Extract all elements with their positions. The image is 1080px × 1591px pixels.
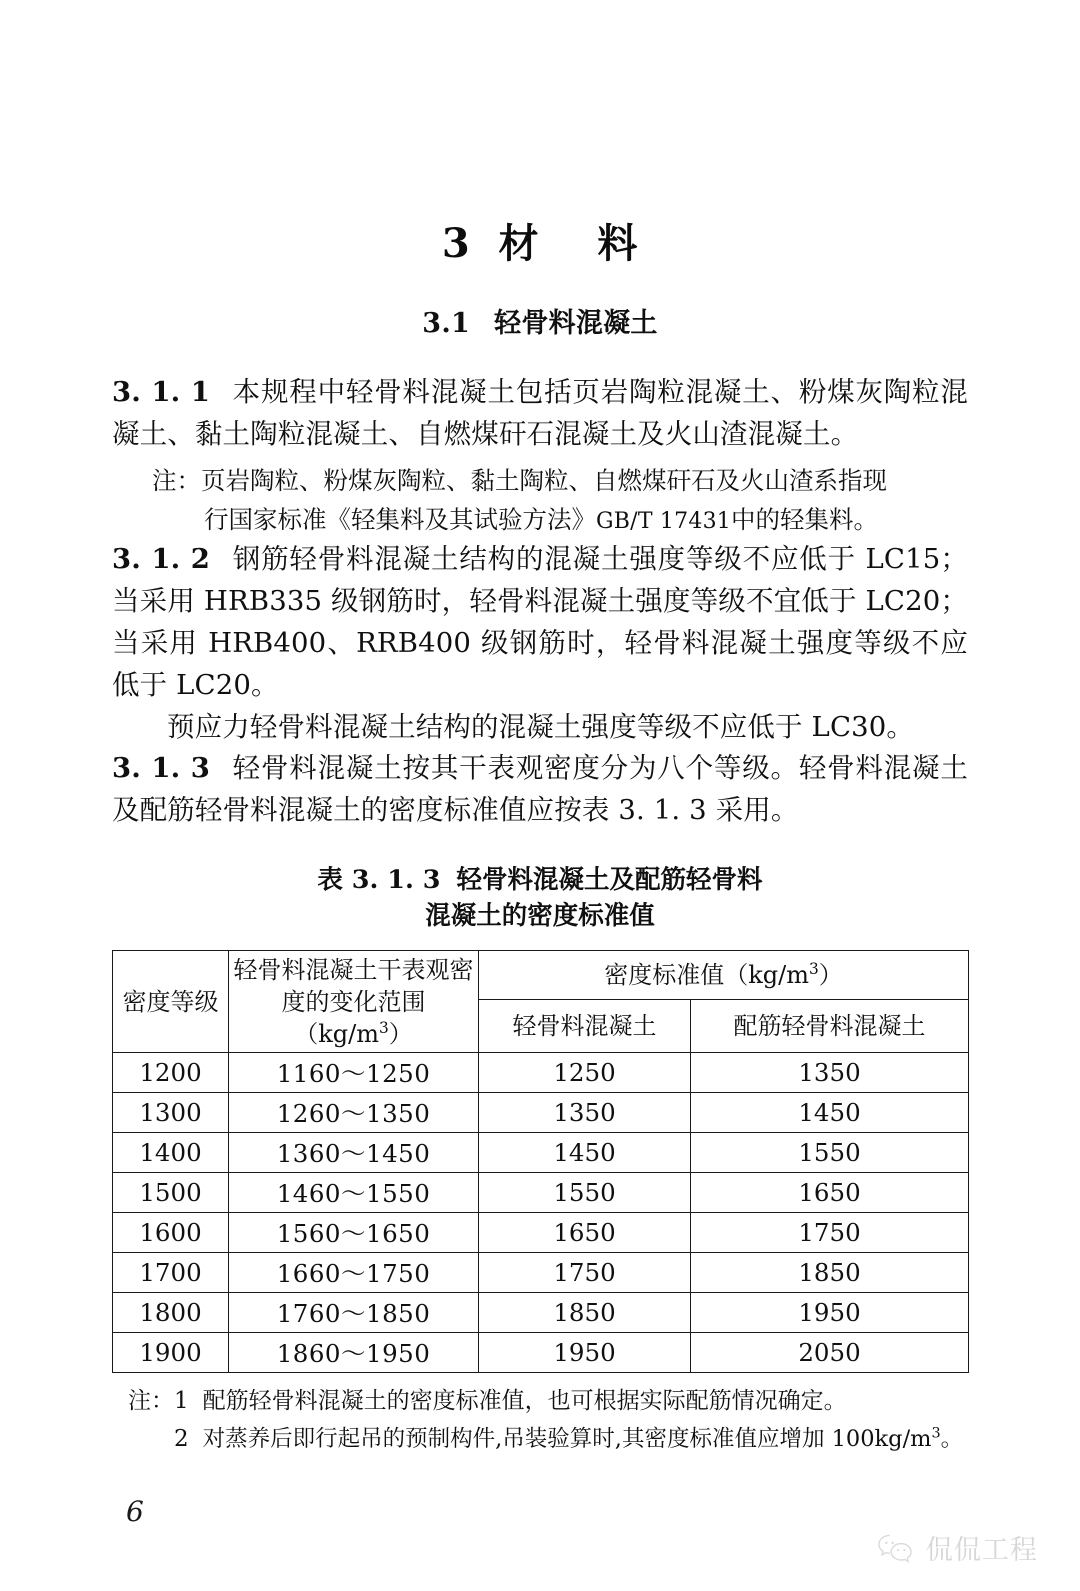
clause-3-1-1-number: 3. 1. 1 (112, 376, 211, 409)
cell-grade: 1600 (113, 1213, 229, 1253)
watermark (876, 1528, 1038, 1567)
table-row (113, 1093, 969, 1133)
clause-3-1-3 (112, 748, 968, 832)
header-standard-value-tail: ） (818, 961, 843, 990)
header-dry-apparent-density-range (229, 951, 479, 1053)
clause-3-1-2-number: 3. 1. 2 (112, 543, 211, 576)
cell-grade: 1500 (113, 1173, 229, 1213)
density-table-wrapper (0, 934, 1080, 1373)
cell-range: 1760～1850 (229, 1293, 479, 1333)
table-row (113, 1333, 969, 1373)
cell-lw: 1350 (479, 1093, 691, 1133)
cell-rlw: 2050 (691, 1333, 969, 1373)
table-row (113, 1213, 969, 1253)
cell-grade: 1400 (113, 1133, 229, 1173)
page-number: 6 (126, 1495, 144, 1528)
cell-grade: 1700 (113, 1253, 229, 1293)
wechat-icon (876, 1532, 916, 1564)
density-table (112, 950, 969, 1373)
header-standard-value-text: 密度标准值（kg/m (604, 961, 809, 990)
header-standard-unit-exponent: 3 (808, 960, 819, 979)
header-range-line-2-text: 度的变化范围（kg/m (281, 987, 426, 1048)
density-table-head (113, 951, 969, 1053)
table-row (113, 1173, 969, 1213)
footnote-2-text-after: 。 (940, 1425, 964, 1452)
cell-rlw: 1750 (691, 1213, 969, 1253)
table-caption-number: 表 3. 1. 3 (317, 865, 441, 896)
footnote-2-text-before: 对蒸养后即行起吊的预制构件,吊装验算时,其密度标准值应增加 100kg/m (202, 1425, 932, 1452)
note-line-2-after: 中的轻集料。 (731, 504, 879, 534)
cell-range: 1660～1750 (229, 1253, 479, 1293)
table-caption-line-2: 混凝土的密度标准值 (425, 901, 655, 932)
cell-lw: 1250 (479, 1053, 691, 1093)
table-row (113, 1253, 969, 1293)
header-range-unit-exponent: 3 (378, 1019, 389, 1037)
cell-rlw: 1850 (691, 1253, 969, 1293)
cell-rlw: 1650 (691, 1173, 969, 1213)
cell-rlw: 1350 (691, 1053, 969, 1093)
note-3-1-1-block (0, 456, 1080, 539)
chapter-char-2: 料 (597, 220, 639, 267)
clause-3-1-1-block (0, 340, 1080, 456)
footnote-2 (128, 1421, 968, 1458)
cell-grade: 1200 (113, 1053, 229, 1093)
cell-lw: 1650 (479, 1213, 691, 1253)
footnote-2-text (203, 1421, 968, 1457)
table-header-row-1 (113, 951, 969, 1000)
cell-lw: 1850 (479, 1293, 691, 1333)
header-reinforced-lightweight-concrete: 配筋轻骨料混凝土 (691, 1000, 969, 1053)
table-caption-line-1 (0, 862, 1080, 898)
table-footnotes (0, 1373, 1080, 1458)
header-range-line-1: 轻骨料混凝土干表观密 (233, 955, 474, 984)
clause-3-1-2-text: 钢筋轻骨料混凝土结构的混凝土强度等级不应低于 LC15；当采用 HRB335 级钢筋时，轻骨料混凝土强度等级不宜低于 LC20；当采用 HRB400、RRB400 级钢筋时，轻骨料混凝土强度等级不应低于 LC20。 (112, 543, 968, 701)
table-caption (0, 832, 1080, 934)
cell-lw: 1450 (479, 1133, 691, 1173)
cell-grade: 1900 (113, 1333, 229, 1373)
footnote-1 (128, 1383, 968, 1420)
section-title (0, 266, 1080, 340)
header-range-line-2 (229, 986, 478, 1050)
cell-range: 1360～1450 (229, 1133, 479, 1173)
table-row (113, 1293, 969, 1333)
clause-3-1-3-text: 轻骨料混凝土按其干表观密度分为八个等级。轻骨料混凝土及配筋轻骨料混凝土的密度标准值应按表 3. 1. 3 采用。 (112, 752, 968, 827)
clause-3-1-1 (112, 340, 968, 456)
clause-3-1-3-block (0, 748, 1080, 832)
cell-range: 1160～1250 (229, 1053, 479, 1093)
watermark-text: 侃侃工程 (925, 1535, 1038, 1566)
clause-3-1-1-text: 本规程中轻骨料混凝土包括页岩陶粒混凝土、粉煤灰陶粒混凝土、黏土陶粒混凝土、自燃煤矸石混凝土及火山渣混凝土。 (112, 376, 968, 451)
cell-grade: 1300 (113, 1093, 229, 1133)
cell-range: 1260～1350 (229, 1093, 479, 1133)
standard-code: GB/T 17431 (596, 508, 732, 534)
section-title-text: 轻骨料混凝土 (494, 308, 658, 339)
note-line-2-before: 行国家标准《轻集料及其试验方法》 (204, 504, 596, 534)
cell-rlw: 1550 (691, 1133, 969, 1173)
chapter-title (0, 0, 1080, 266)
table-row (113, 1133, 969, 1173)
header-range-line-2-tail: ） (388, 1020, 413, 1048)
header-lightweight-concrete: 轻骨料混凝土 (479, 1000, 691, 1053)
note-3-1-1-line-2 (152, 501, 968, 540)
cell-lw: 1950 (479, 1333, 691, 1373)
chapter-number: 3 (441, 220, 471, 267)
cell-range: 1560～1650 (229, 1213, 479, 1253)
table-caption-title-1: 轻骨料混凝土及配筋轻骨料 (456, 865, 763, 896)
footnote-2-unit-exponent: 3 (931, 1425, 941, 1442)
clause-3-1-3-number: 3. 1. 3 (112, 752, 211, 785)
cell-range: 1860～1950 (229, 1333, 479, 1373)
footnote-1-text: 配筋轻骨料混凝土的密度标准值，也可根据实际配筋情况确定。 (202, 1388, 847, 1415)
header-density-grade: 密度等级 (113, 951, 229, 1053)
density-table-body (113, 1053, 969, 1373)
cell-range: 1460～1550 (229, 1173, 479, 1213)
footnote-1-lead: 注：1 (128, 1388, 189, 1415)
note-line-1-text: 页岩陶粒、粉煤灰陶粒、黏土陶粒、自燃煤矸石及火山渣系指现 (201, 465, 887, 495)
cell-grade: 1800 (113, 1293, 229, 1333)
note-label: 注： (152, 465, 201, 495)
table-row (113, 1053, 969, 1093)
section-number: 3.1 (422, 308, 471, 339)
header-standard-density-value (479, 951, 969, 1000)
note-3-1-1-line-1 (152, 462, 968, 501)
footnote-2-lead: 2 (174, 1425, 189, 1452)
cell-lw: 1750 (479, 1253, 691, 1293)
cell-rlw: 1950 (691, 1293, 969, 1333)
cell-lw: 1550 (479, 1173, 691, 1213)
clause-3-1-2-block (0, 539, 1080, 748)
clause-3-1-2-continuation: 预应力轻骨料混凝土结构的混凝土强度等级不应低于 LC30。 (167, 710, 915, 743)
chapter-char-1: 材 (498, 220, 540, 267)
cell-rlw: 1450 (691, 1093, 969, 1133)
clause-3-1-2 (112, 539, 968, 706)
